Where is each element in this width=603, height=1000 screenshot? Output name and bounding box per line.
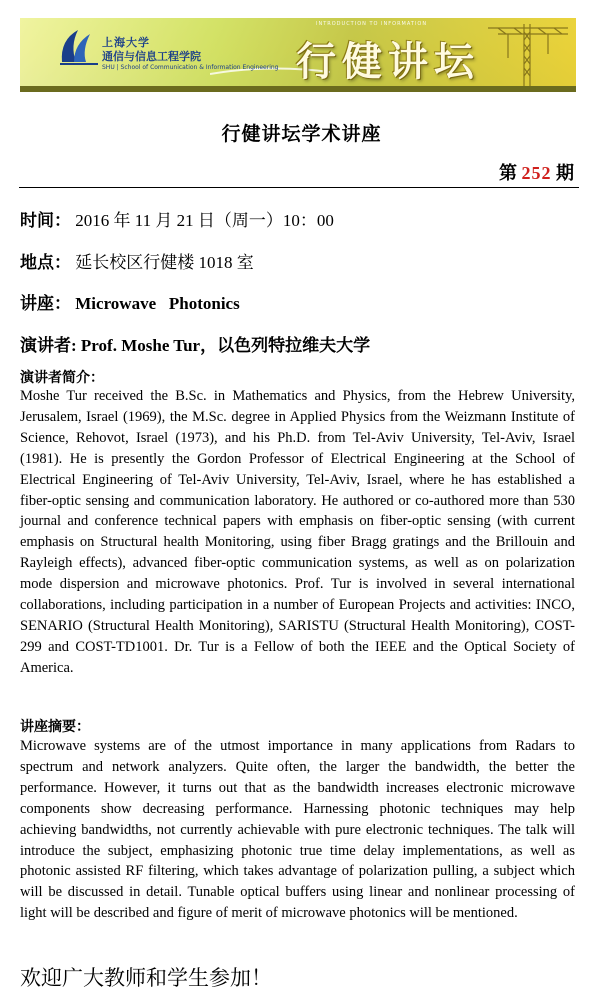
abstract-text: Microwave systems are of the utmost importance in many applications from Radars to spectrum and network analyzers. Quite often, the larger the bandwidth, the better the performance. However, it turns out that as the bandwidth increases electronic microwave components show decreasing performance. Harnessing photonic techniques may help achieving bandwidths, not currently achievable with pure electronic techniques. The talk will introduce the subject, emphasizing photonic true time delay implementations, as well as photonic assisted RF filtering, which takes advantage of polarization pulling, a subject which will be discussed in detail. Tunable optical buffers using linear and nonlinear processing of light will be described and figure of merit of microwave photonics will be mentioned. [20, 738, 575, 922]
bio-heading: 演讲者简介： [20, 371, 104, 386]
closing-invitation: 欢迎广大教师和学生参加！ [20, 966, 272, 990]
issue-number [499, 159, 574, 185]
issue-number-value: 252 [521, 163, 552, 183]
university-name: 上海大学 [102, 36, 150, 49]
bio-text: Moshe Tur received the B.Sc. in Mathematics and Physics, from the Hebrew University, Jerusalem, Israel (1969), the M.Sc. degree in Applied Physics from the Weizmann Institute of Science, Rehovot, Israel (1973), and his Ph.D. from Tel-Aviv University, Tel-Aviv, Israel (1981). He is presently the Gordon Professor of Electrical Engineering at the School of Electrical Engineering of Tel-Aviv University, Tel-Aviv, Israel, where he has established a fiber-optic sensing and communication laboratory. He authored or co-authored more than 530 journal and conference technical papers with emphasis on fiber-optic sensing (with current emphasis on Structural health Monitoring, using fiber Bragg gratings and the Brillouin and Rayleigh effects), advanced fiber-optic communication systems, as well as on polarization mode dispersion and microwave photonics. Prof. Tur is involved in several international collaborations, including participation in a number of European Projects and activities: INCO, SENARIO (Structural Health Monitoring), SARISTU (Structural Health Monitoring), COST-299 and COST-TD1001. Dr. Tur is a Fellow of both the IEEE and the Optical Society of America. [20, 388, 575, 676]
talk-label: 讲座： [20, 294, 71, 313]
school-name: 通信与信息工程学院 [102, 50, 201, 63]
header-banner [20, 18, 576, 92]
time-label: 时间： [20, 211, 71, 230]
banner-bottom-bar [20, 86, 576, 92]
speaker-label: 演讲者: [20, 336, 77, 355]
divider-line [19, 187, 579, 188]
abstract-heading: 讲座摘要： [20, 720, 90, 735]
university-logo-icon [56, 22, 102, 68]
place-value: 延长校区行健楼 1018 室 [75, 253, 254, 272]
speaker-line [20, 331, 370, 356]
speaker-value: Prof. Moshe Tur，以色列特拉维夫大学 [80, 336, 371, 355]
time-line [20, 206, 334, 231]
talk-line [20, 289, 240, 314]
time-value: 2016 年 11 月 21 日（周一）10：00 [75, 211, 334, 230]
talk-title: Microwave Photonics [75, 294, 240, 313]
page-title: 行健讲坛学术讲座 [221, 124, 382, 145]
banner-tagline: INTRODUCTION TO INFORMATION [316, 21, 428, 27]
school-english-name: SHU | School of Communication & Information Engineering [102, 64, 279, 71]
place-label: 地点： [20, 253, 71, 272]
issue-prefix: 第 [499, 163, 517, 183]
lecture-series-brand: 行健讲坛 [296, 39, 480, 85]
tower-crane-icon [478, 18, 570, 88]
place-line [20, 248, 254, 273]
issue-suffix: 期 [556, 163, 574, 183]
